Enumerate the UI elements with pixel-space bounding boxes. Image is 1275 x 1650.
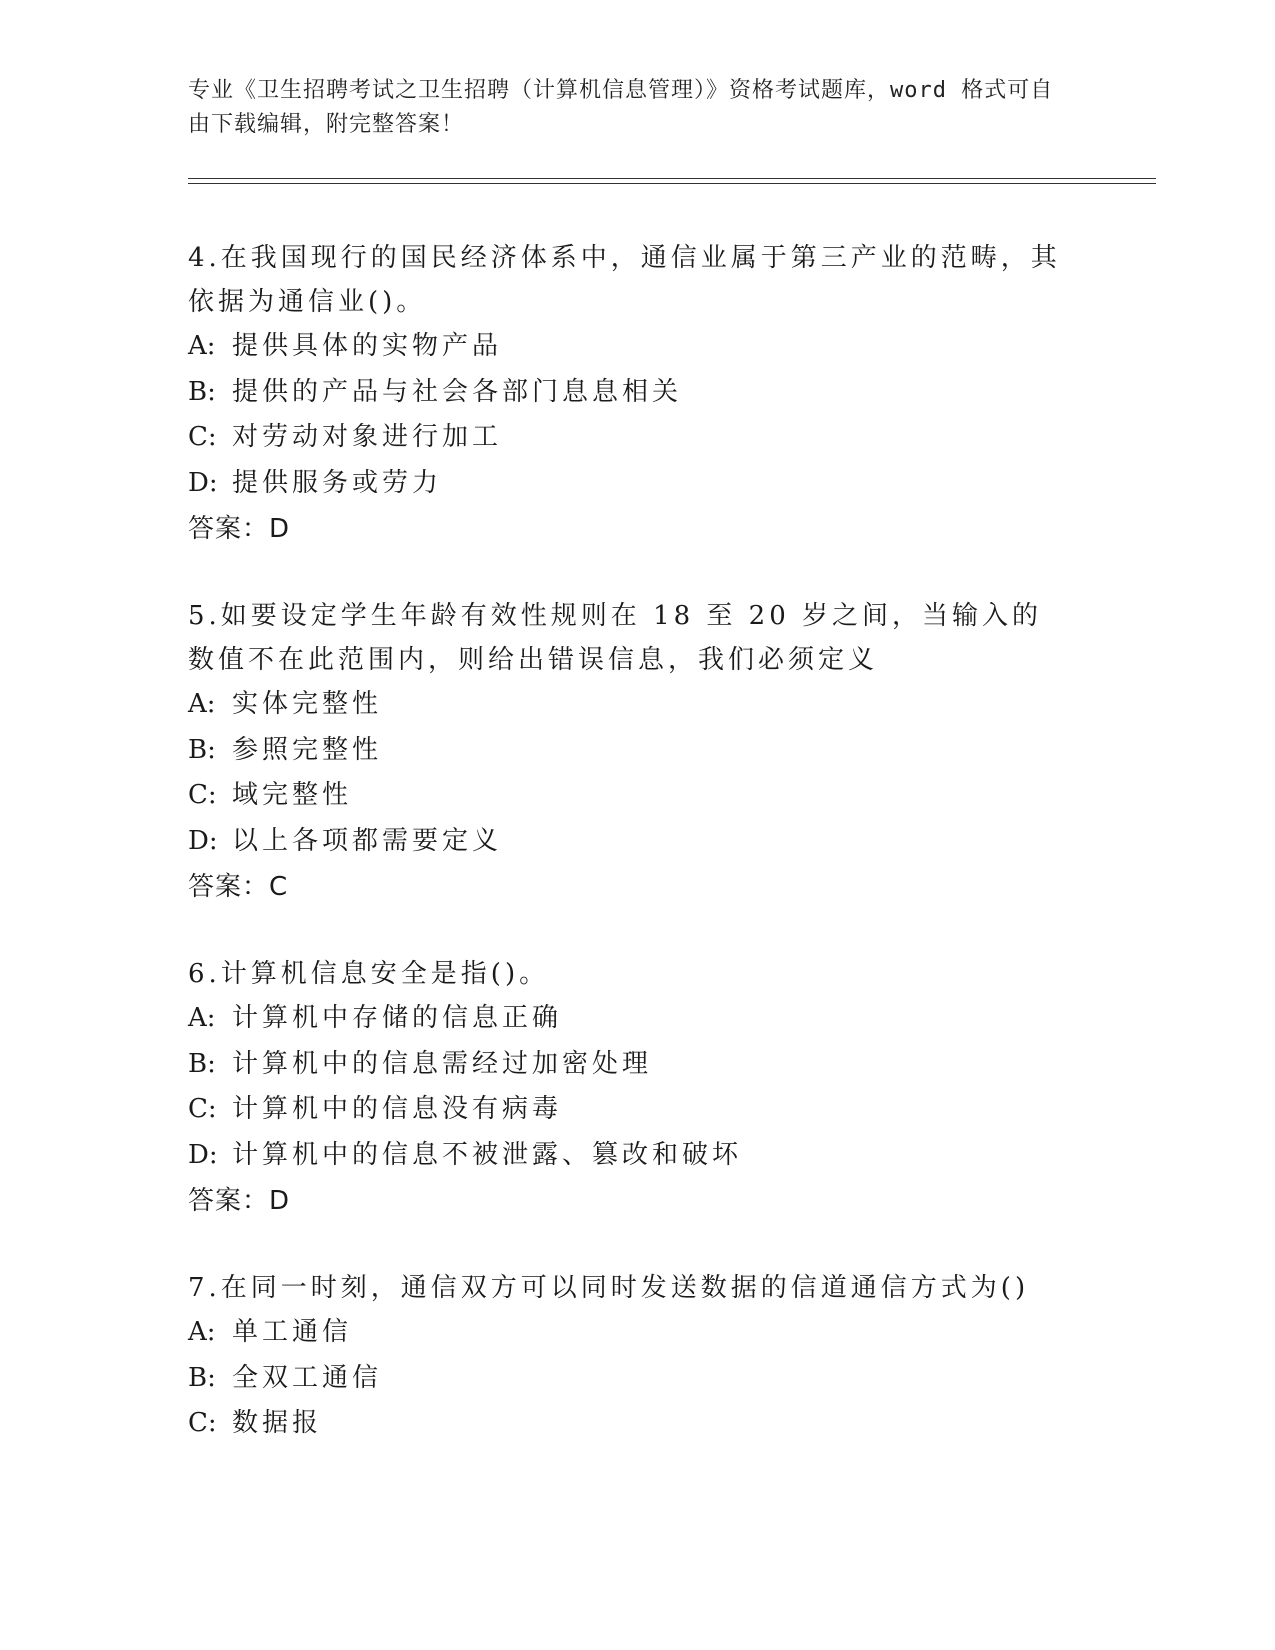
option-a: [188, 1310, 1068, 1356]
question-text: 4.在我国现行的国民经济体系中，通信业属于第三产业的范畴，其依据为通信业()。: [188, 243, 1061, 317]
option-text: 域完整性: [232, 780, 353, 810]
question-5: [188, 594, 1068, 910]
option-key: D:: [188, 467, 218, 498]
option-key: B:: [188, 376, 216, 407]
option-d: [188, 819, 1068, 865]
answer: 答案：D: [188, 1186, 291, 1216]
option-a: [188, 682, 1068, 728]
option-key: C:: [188, 1094, 217, 1124]
question-text: 7.在同一时刻，通信双方可以同时发送数据的信道通信方式为(): [188, 1273, 1030, 1303]
option-d: [188, 461, 1068, 507]
option-text: 提供服务或劳力: [232, 467, 443, 498]
option-key: B:: [188, 734, 216, 765]
option-a: [188, 996, 1068, 1042]
option-key: C:: [188, 422, 217, 452]
page-header: 专业《卫生招聘考试之卫生招聘（计算机信息管理）》资格考试题库，word 格式可自由下载编辑，附完整答案！: [188, 78, 1054, 137]
option-b: [188, 1042, 1068, 1088]
header-rule-bottom: [188, 183, 1156, 184]
option-b: [188, 1356, 1068, 1402]
question-text: 6.计算机信息安全是指()。: [188, 959, 550, 989]
option-c: [188, 773, 1068, 819]
option-text: 数据报: [232, 1408, 323, 1438]
option-key: A:: [188, 331, 216, 361]
option-key: A:: [188, 689, 216, 719]
answer: 答案：D: [188, 514, 291, 544]
option-d: [188, 1133, 1068, 1179]
option-text: 计算机中存储的信息正确: [232, 1003, 563, 1033]
option-text: 计算机中的信息不被泄露、篡改和破坏: [232, 1139, 743, 1170]
option-text: 全双工通信: [232, 1362, 383, 1393]
question-text: 5.如要设定学生年龄有效性规则在 18 至 20 岁之间，当输入的数值不在此范围内，则给出错误信息，我们必须定义: [188, 601, 1043, 675]
option-c: [188, 1401, 1068, 1447]
option-text: 单工通信: [232, 1317, 353, 1347]
option-key: A:: [188, 1317, 216, 1347]
option-text: 对劳动对象进行加工: [232, 422, 503, 452]
option-text: 提供具体的实物产品: [232, 331, 503, 361]
option-key: B:: [188, 1048, 216, 1079]
option-text: 实体完整性: [232, 689, 383, 719]
option-text: 计算机中的信息没有病毒: [232, 1094, 563, 1124]
option-key: C:: [188, 1408, 217, 1438]
question-list: [188, 236, 1068, 1489]
answer: 答案：C: [188, 872, 289, 902]
option-key: D:: [188, 825, 218, 856]
option-b: [188, 370, 1068, 416]
header-rule-top: [188, 178, 1156, 179]
option-key: C:: [188, 780, 217, 810]
option-c: [188, 415, 1068, 461]
option-key: D:: [188, 1139, 218, 1170]
option-text: 以上各项都需要定义: [232, 825, 503, 856]
option-key: A:: [188, 1003, 216, 1033]
option-text: 计算机中的信息需经过加密处理: [232, 1048, 653, 1079]
option-a: [188, 324, 1068, 370]
question-4: [188, 236, 1068, 552]
option-key: B:: [188, 1362, 216, 1393]
option-text: 提供的产品与社会各部门息息相关: [232, 376, 683, 407]
option-c: [188, 1087, 1068, 1133]
question-6: [188, 952, 1068, 1224]
question-7: [188, 1266, 1068, 1447]
option-b: [188, 728, 1068, 774]
option-text: 参照完整性: [232, 734, 383, 765]
